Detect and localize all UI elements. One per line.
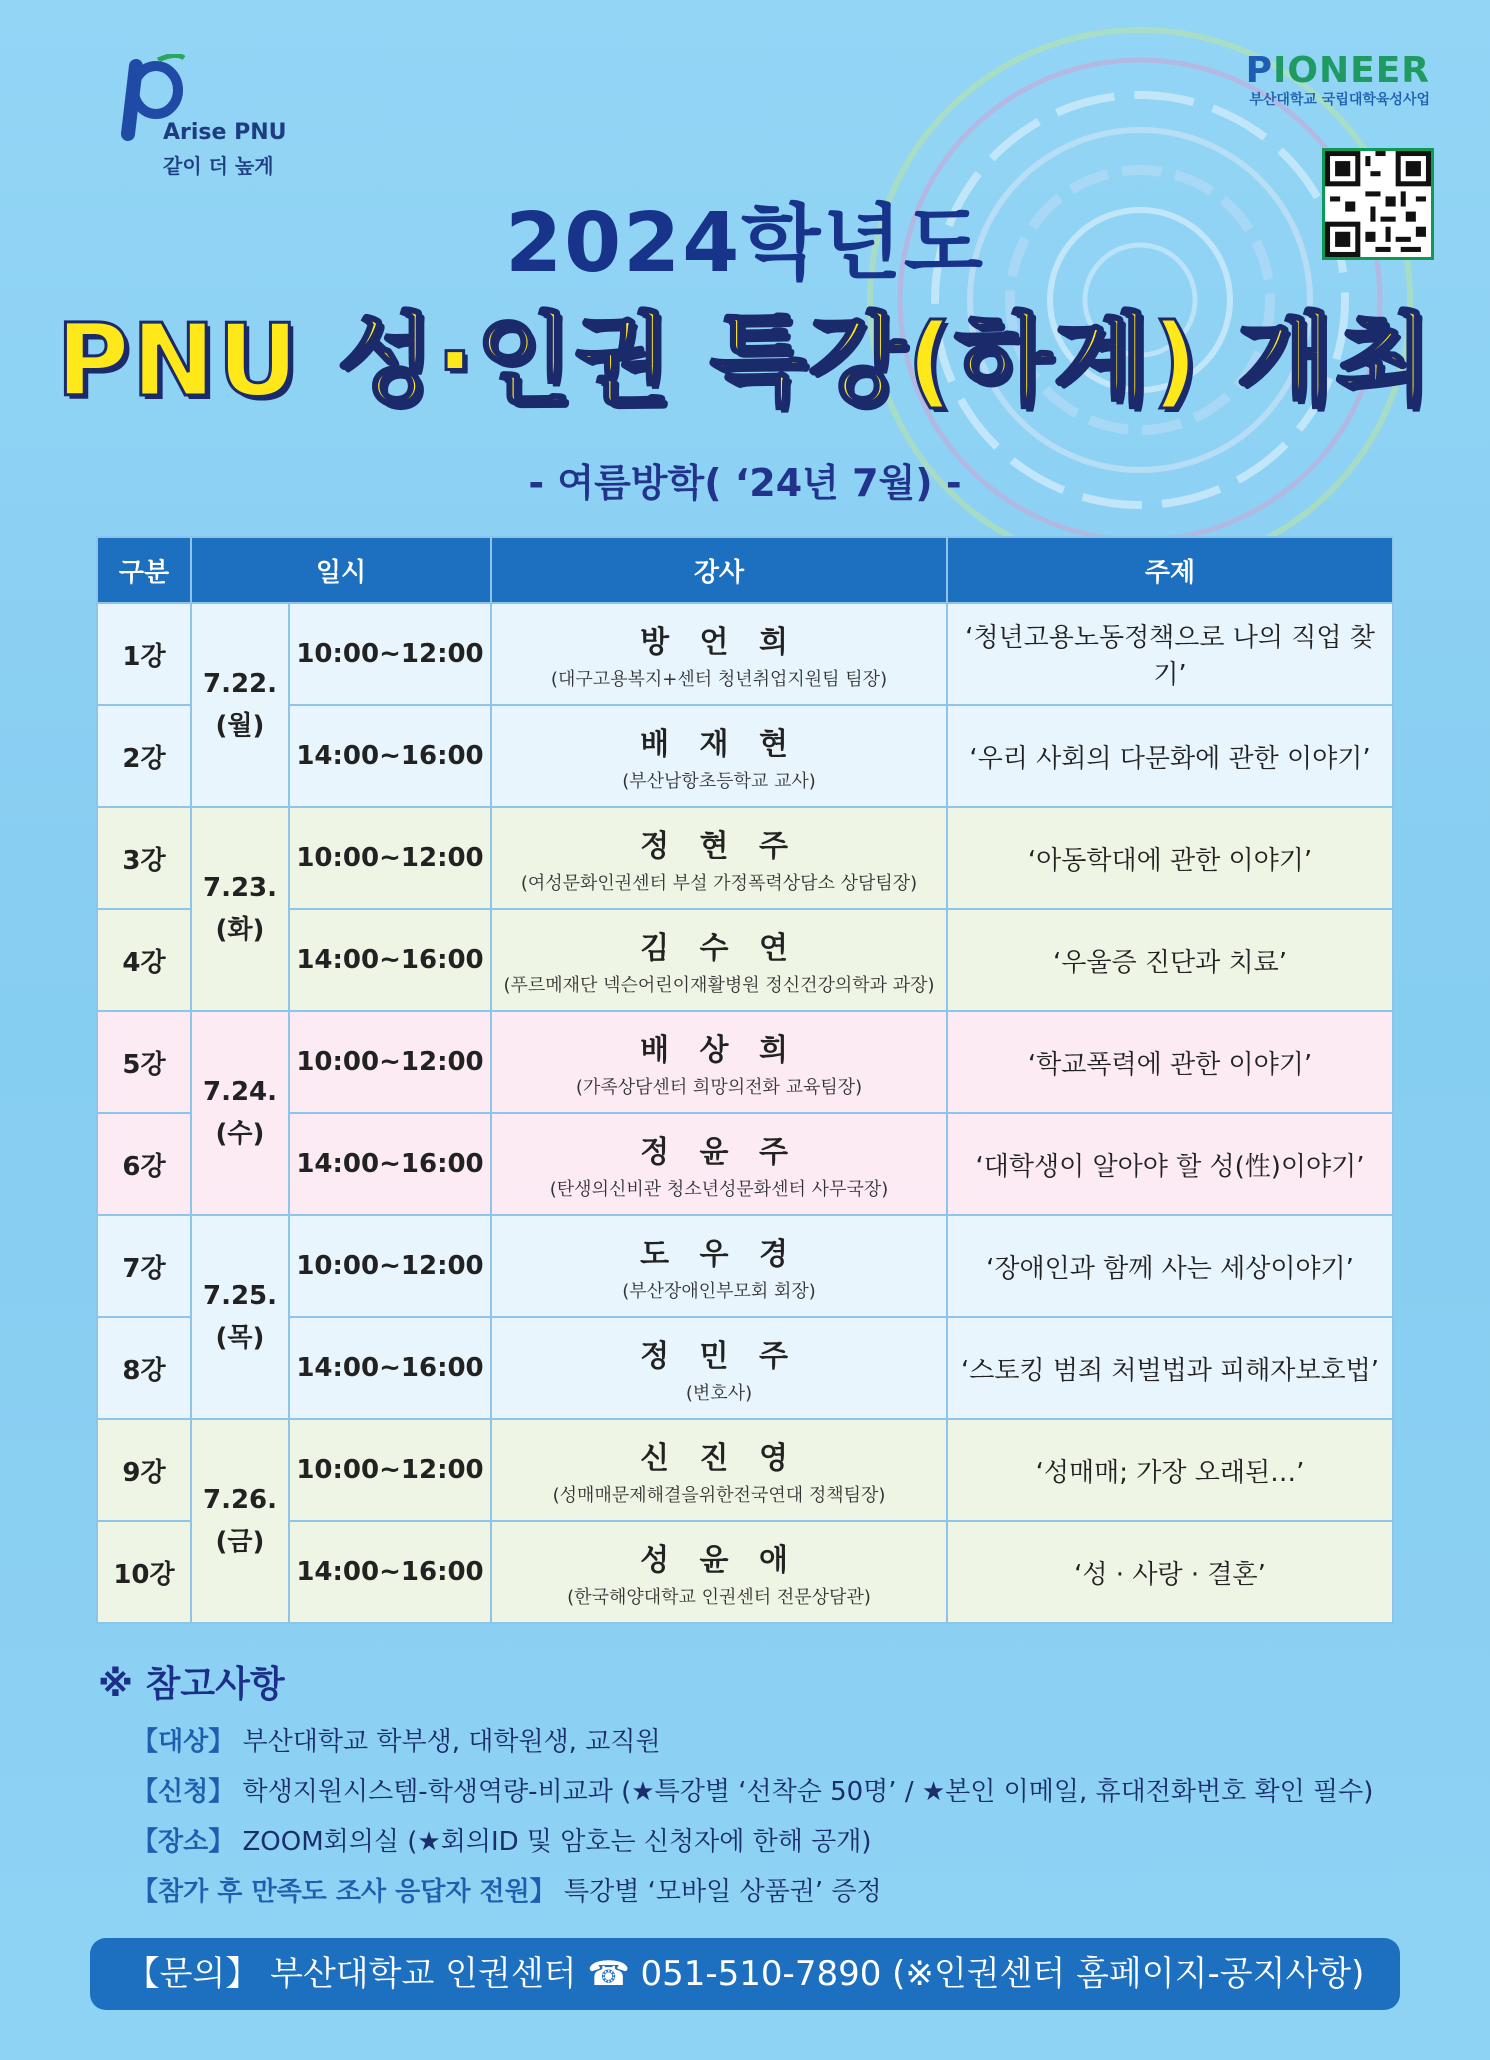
note-text: 학생지원시스템-학생역량-비교과 (★특강별 ‘선착순 50명’ / ★본인 이메일, 휴대전화번호 확인 필수) bbox=[242, 1777, 1374, 1807]
lecture-instructor bbox=[491, 909, 947, 1011]
instructor-affiliation: (푸르메재단 넥슨어린이재활병원 정신건강의학과 과장) bbox=[503, 975, 935, 996]
lecture-instructor bbox=[491, 603, 947, 705]
instructor-affiliation: (여성문화인권센터 부설 가정폭력상담소 상담팀장) bbox=[520, 873, 918, 894]
header-topic: 주제 bbox=[947, 537, 1393, 603]
pioneer-subtitle: 부산대학교 국립대학육성사업 bbox=[1249, 92, 1430, 108]
date-value: 7.25. bbox=[202, 1281, 278, 1311]
lecture-number: 3강 bbox=[97, 807, 191, 909]
lecture-instructor bbox=[491, 1215, 947, 1317]
note-reward bbox=[132, 1871, 1373, 1907]
lecture-number: 5강 bbox=[97, 1011, 191, 1113]
lecture-topic: ‘성 · 사랑 · 결혼’ bbox=[947, 1521, 1393, 1623]
instructor-name: 도 우 경 bbox=[640, 1237, 798, 1272]
lecture-instructor bbox=[491, 1419, 947, 1521]
instructor-affiliation: (대구고용복지+센터 청년취업지원팀 팀장) bbox=[550, 669, 888, 690]
table-row bbox=[97, 1317, 1393, 1419]
notes-heading: ※ 참고사항 bbox=[98, 1664, 285, 1705]
table-header-row bbox=[97, 537, 1393, 603]
table-row bbox=[97, 1011, 1393, 1113]
date-weekday: (월) bbox=[215, 711, 265, 741]
note-place bbox=[132, 1821, 1373, 1857]
date-weekday: (화) bbox=[215, 915, 265, 945]
note-text: 특강별 ‘모바일 상품권’ 증정 bbox=[564, 1877, 882, 1907]
lecture-time: 10:00~12:00 bbox=[289, 603, 491, 705]
lecture-number: 8강 bbox=[97, 1317, 191, 1419]
lecture-number: 6강 bbox=[97, 1113, 191, 1215]
instructor-name: 김 수 연 bbox=[640, 931, 798, 966]
instructor-name: 신 진 영 bbox=[640, 1441, 798, 1476]
note-tag: 【대상】 bbox=[132, 1727, 235, 1757]
lecture-time: 10:00~12:00 bbox=[289, 1419, 491, 1521]
lecture-date bbox=[191, 1215, 289, 1419]
note-text: ZOOM회의실 (★회의ID 및 암호는 신청자에 한해 공개) bbox=[242, 1827, 872, 1857]
lecture-date bbox=[191, 603, 289, 807]
instructor-affiliation: (가족상담센터 희망의전화 교육팀장) bbox=[575, 1077, 863, 1098]
instructor-name: 정 민 주 bbox=[640, 1339, 798, 1374]
lecture-date bbox=[191, 1419, 289, 1623]
lecture-instructor bbox=[491, 1317, 947, 1419]
arise-pnu-text: Arise PNU bbox=[163, 120, 287, 145]
lecture-time: 14:00~16:00 bbox=[289, 909, 491, 1011]
instructor-name: 성 윤 애 bbox=[640, 1543, 798, 1578]
date-weekday: (목) bbox=[215, 1323, 265, 1353]
table-row bbox=[97, 1113, 1393, 1215]
instructor-name: 배 상 희 bbox=[640, 1033, 798, 1068]
lecture-time: 14:00~16:00 bbox=[289, 1317, 491, 1419]
note-tag: 【신청】 bbox=[132, 1777, 235, 1807]
lecture-date bbox=[191, 807, 289, 1011]
header-category: 구분 bbox=[97, 537, 191, 603]
pioneer-brand-p: P bbox=[1245, 50, 1273, 91]
note-apply bbox=[132, 1771, 1373, 1807]
table-row bbox=[97, 909, 1393, 1011]
instructor-name: 배 재 현 bbox=[640, 727, 798, 762]
lecture-topic: ‘대학생이 알아야 할 성(性)이야기’ bbox=[947, 1113, 1393, 1215]
date-weekday: (금) bbox=[215, 1527, 265, 1557]
lecture-number: 4강 bbox=[97, 909, 191, 1011]
title-year: 2024학년도 bbox=[505, 196, 985, 291]
lecture-number: 1강 bbox=[97, 603, 191, 705]
notes-section bbox=[98, 1656, 1373, 1921]
lecture-topic: ‘스토킹 범죄 처벌법과 피해자보호법’ bbox=[947, 1317, 1393, 1419]
table-row bbox=[97, 603, 1393, 705]
note-tag: 【참가 후 만족도 조사 응답자 전원】 bbox=[132, 1877, 556, 1907]
table-row bbox=[97, 807, 1393, 909]
lecture-topic: ‘우리 사회의 다문화에 관한 이야기’ bbox=[947, 705, 1393, 807]
instructor-name: 방 언 희 bbox=[640, 625, 798, 660]
subtitle-period: - 여름방학( ‘24년 7월) - bbox=[528, 461, 962, 505]
instructor-affiliation: (성매매문제해결을위한전국연대 정책팀장) bbox=[552, 1485, 886, 1506]
pioneer-brand bbox=[1230, 50, 1430, 91]
title-main: PNU 성·인권 특강(하계) 개최 bbox=[56, 302, 1434, 419]
lecture-time: 10:00~12:00 bbox=[289, 1215, 491, 1317]
lecture-instructor bbox=[491, 1521, 947, 1623]
lecture-topic: ‘장애인과 함께 사는 세상이야기’ bbox=[947, 1215, 1393, 1317]
lecture-time: 14:00~16:00 bbox=[289, 705, 491, 807]
lecture-number: 7강 bbox=[97, 1215, 191, 1317]
lecture-instructor bbox=[491, 1011, 947, 1113]
table-row bbox=[97, 1215, 1393, 1317]
lecture-instructor bbox=[491, 807, 947, 909]
lecture-date bbox=[191, 1011, 289, 1215]
pioneer-logo bbox=[1230, 50, 1430, 109]
lecture-number: 10강 bbox=[97, 1521, 191, 1623]
table-row bbox=[97, 705, 1393, 807]
date-weekday: (수) bbox=[215, 1119, 265, 1149]
lecture-time: 14:00~16:00 bbox=[289, 1521, 491, 1623]
instructor-name: 정 윤 주 bbox=[640, 1135, 798, 1170]
pioneer-brand-rest: IONEER bbox=[1272, 50, 1430, 91]
instructor-affiliation: (변호사) bbox=[685, 1383, 753, 1404]
note-text: 부산대학교 학부생, 대학원생, 교직원 bbox=[242, 1727, 661, 1757]
lecture-time: 14:00~16:00 bbox=[289, 1113, 491, 1215]
date-value: 7.22. bbox=[202, 669, 278, 699]
header-datetime: 일시 bbox=[191, 537, 491, 603]
header-instructor: 강사 bbox=[491, 537, 947, 603]
lecture-topic: ‘성매매; 가장 오래된…’ bbox=[947, 1419, 1393, 1521]
lecture-schedule-table bbox=[96, 536, 1394, 1624]
contact-bar: 【문의】 부산대학교 인권센터 ☎ 051-510-7890 (※인권센터 홈페이지-공지사항) bbox=[90, 1938, 1400, 2010]
lecture-topic: ‘아동학대에 관한 이야기’ bbox=[947, 807, 1393, 909]
lecture-topic: ‘청년고용노동정책으로 나의 직업 찾기’ bbox=[947, 603, 1393, 705]
instructor-affiliation: (부산남항초등학교 교사) bbox=[622, 771, 816, 792]
arise-pnu-logo bbox=[78, 60, 318, 180]
note-tag: 【장소】 bbox=[132, 1827, 235, 1857]
lecture-topic: ‘우울증 진단과 치료’ bbox=[947, 909, 1393, 1011]
lecture-instructor bbox=[491, 1113, 947, 1215]
instructor-affiliation: (한국해양대학교 인권센터 전문상담관) bbox=[567, 1587, 871, 1608]
lecture-time: 10:00~12:00 bbox=[289, 807, 491, 909]
arise-pnu-slogan: 같이 더 높게 bbox=[163, 154, 274, 178]
lecture-instructor bbox=[491, 705, 947, 807]
table-row bbox=[97, 1419, 1393, 1521]
date-value: 7.23. bbox=[202, 873, 278, 903]
date-value: 7.26. bbox=[202, 1485, 278, 1515]
instructor-affiliation: (탄생의신비관 청소년성문화센터 사무국장) bbox=[549, 1179, 889, 1200]
note-target bbox=[132, 1721, 1373, 1757]
lecture-number: 2강 bbox=[97, 705, 191, 807]
table-row bbox=[97, 1521, 1393, 1623]
date-value: 7.24. bbox=[202, 1077, 278, 1107]
instructor-name: 정 현 주 bbox=[640, 829, 798, 864]
lecture-time: 10:00~12:00 bbox=[289, 1011, 491, 1113]
lecture-number: 9강 bbox=[97, 1419, 191, 1521]
instructor-affiliation: (부산장애인부모회 회장) bbox=[622, 1281, 816, 1302]
lecture-topic: ‘학교폭력에 관한 이야기’ bbox=[947, 1011, 1393, 1113]
